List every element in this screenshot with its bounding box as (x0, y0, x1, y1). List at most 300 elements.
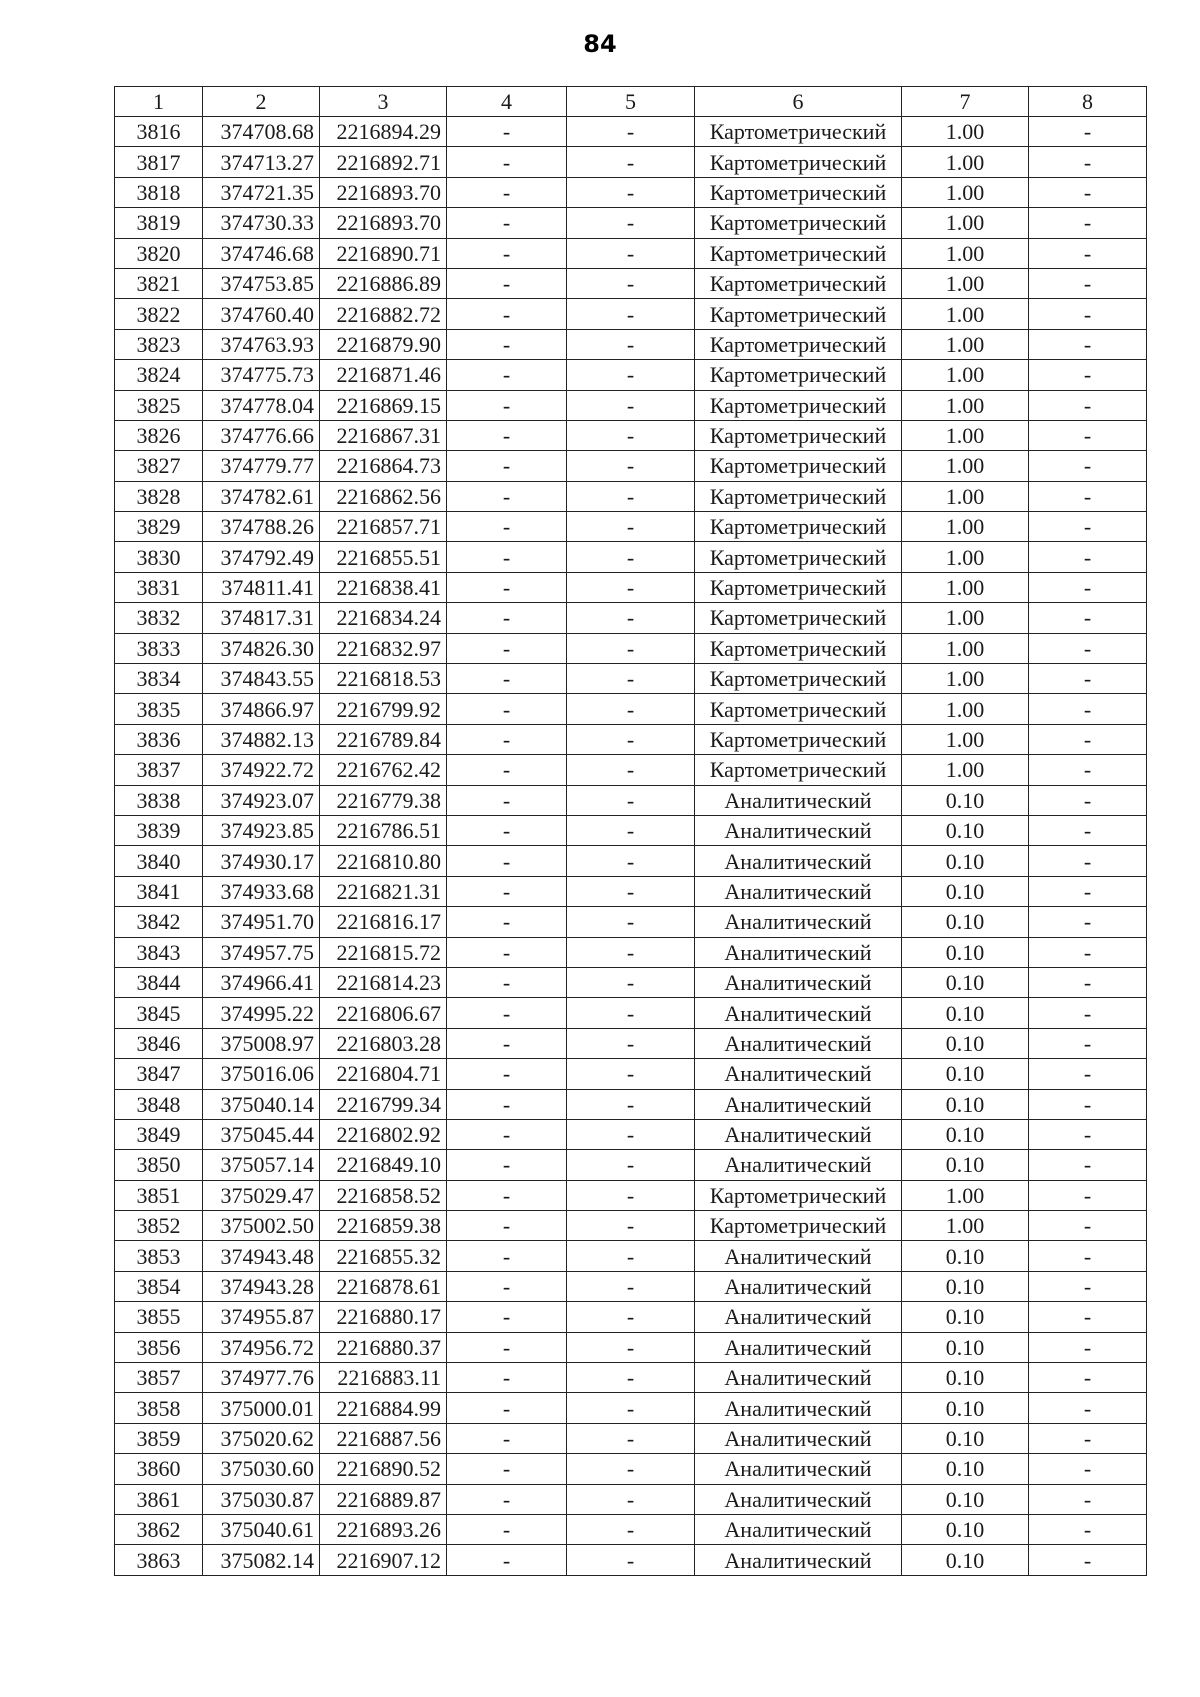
col8-cell: - (1029, 1545, 1147, 1575)
col8-cell: - (1029, 1454, 1147, 1484)
x-coordinate-cell: 374788.26 (203, 512, 320, 542)
method-cell: Аналитический (695, 846, 902, 876)
col4-cell: - (447, 937, 567, 967)
col8-cell: - (1029, 815, 1147, 845)
col4-cell: - (447, 1241, 567, 1271)
y-coordinate-cell: 2216880.17 (320, 1302, 447, 1332)
method-cell: Картометрический (695, 512, 902, 542)
y-coordinate-cell: 2216893.70 (320, 177, 447, 207)
point-number-cell: 3855 (115, 1302, 203, 1332)
y-coordinate-cell: 2216867.31 (320, 420, 447, 450)
col5-cell: - (567, 846, 695, 876)
y-coordinate-cell: 2216779.38 (320, 785, 447, 815)
y-coordinate-cell: 2216880.37 (320, 1332, 447, 1362)
col4-cell: - (447, 177, 567, 207)
point-number-cell: 3820 (115, 238, 203, 268)
y-coordinate-cell: 2216907.12 (320, 1545, 447, 1575)
method-cell: Аналитический (695, 876, 902, 906)
x-coordinate-cell: 375002.50 (203, 1211, 320, 1241)
table-row (115, 208, 1147, 238)
col8-cell: - (1029, 694, 1147, 724)
method-cell: Картометрический (695, 117, 902, 147)
table-row (115, 876, 1147, 906)
y-coordinate-cell: 2216855.32 (320, 1241, 447, 1271)
y-coordinate-cell: 2216893.70 (320, 208, 447, 238)
col5-cell: - (567, 299, 695, 329)
col4-cell: - (447, 572, 567, 602)
x-coordinate-cell: 375020.62 (203, 1423, 320, 1453)
col4-cell: - (447, 360, 567, 390)
col8-cell: - (1029, 1089, 1147, 1119)
col4-cell: - (447, 1150, 567, 1180)
y-coordinate-cell: 2216887.56 (320, 1423, 447, 1453)
x-coordinate-cell: 374730.33 (203, 208, 320, 238)
point-number-cell: 3860 (115, 1454, 203, 1484)
table-row (115, 785, 1147, 815)
point-number-cell: 3827 (115, 451, 203, 481)
col8-cell: - (1029, 360, 1147, 390)
x-coordinate-cell: 374746.68 (203, 238, 320, 268)
accuracy-cell: 0.10 (902, 1545, 1029, 1575)
col5-cell: - (567, 1514, 695, 1544)
col5-cell: - (567, 268, 695, 298)
table-row (115, 724, 1147, 754)
point-number-cell: 3842 (115, 907, 203, 937)
header-row (115, 87, 1147, 117)
method-cell: Аналитический (695, 1454, 902, 1484)
col8-cell: - (1029, 238, 1147, 268)
x-coordinate-cell: 374811.41 (203, 572, 320, 602)
col4-cell: - (447, 1302, 567, 1332)
col5-cell: - (567, 1454, 695, 1484)
x-coordinate-cell: 374708.68 (203, 117, 320, 147)
accuracy-cell: 0.10 (902, 876, 1029, 906)
x-coordinate-cell: 375057.14 (203, 1150, 320, 1180)
accuracy-cell: 0.10 (902, 907, 1029, 937)
point-number-cell: 3861 (115, 1484, 203, 1514)
col8-cell: - (1029, 512, 1147, 542)
x-coordinate-cell: 374995.22 (203, 998, 320, 1028)
method-cell: Картометрический (695, 238, 902, 268)
col4-cell: - (447, 1180, 567, 1210)
table-row (115, 1180, 1147, 1210)
col4-cell: - (447, 117, 567, 147)
col8-cell: - (1029, 1393, 1147, 1423)
accuracy-cell: 0.10 (902, 1454, 1029, 1484)
col4-cell: - (447, 724, 567, 754)
point-number-cell: 3828 (115, 481, 203, 511)
col8-cell: - (1029, 1241, 1147, 1271)
x-coordinate-cell: 374763.93 (203, 329, 320, 359)
point-number-cell: 3825 (115, 390, 203, 420)
point-number-cell: 3829 (115, 512, 203, 542)
point-number-cell: 3856 (115, 1332, 203, 1362)
method-cell: Аналитический (695, 815, 902, 845)
y-coordinate-cell: 2216849.10 (320, 1150, 447, 1180)
x-coordinate-cell: 374843.55 (203, 664, 320, 694)
point-number-cell: 3858 (115, 1393, 203, 1423)
table-row (115, 420, 1147, 450)
col8-cell: - (1029, 299, 1147, 329)
page-number: 84 (583, 30, 617, 58)
y-coordinate-cell: 2216862.56 (320, 481, 447, 511)
accuracy-cell: 0.10 (902, 1332, 1029, 1362)
col4-cell: - (447, 420, 567, 450)
col4-cell: - (447, 633, 567, 663)
table-row (115, 1393, 1147, 1423)
col8-cell: - (1029, 876, 1147, 906)
col5-cell: - (567, 724, 695, 754)
x-coordinate-cell: 374923.07 (203, 785, 320, 815)
table-row (115, 1241, 1147, 1271)
col8-cell: - (1029, 785, 1147, 815)
y-coordinate-cell: 2216855.51 (320, 542, 447, 572)
y-coordinate-cell: 2216762.42 (320, 755, 447, 785)
col8-cell: - (1029, 1150, 1147, 1180)
col4-cell: - (447, 481, 567, 511)
col8-cell: - (1029, 208, 1147, 238)
col4-cell: - (447, 147, 567, 177)
accuracy-cell: 1.00 (902, 1211, 1029, 1241)
point-number-cell: 3862 (115, 1514, 203, 1544)
method-cell: Картометрический (695, 481, 902, 511)
y-coordinate-cell: 2216789.84 (320, 724, 447, 754)
point-number-cell: 3836 (115, 724, 203, 754)
col8-cell: - (1029, 572, 1147, 602)
col4-cell: - (447, 1514, 567, 1544)
y-coordinate-cell: 2216810.80 (320, 846, 447, 876)
col5-cell: - (567, 238, 695, 268)
col5-cell: - (567, 147, 695, 177)
table-row (115, 694, 1147, 724)
x-coordinate-cell: 374866.97 (203, 694, 320, 724)
col8-cell: - (1029, 147, 1147, 177)
x-coordinate-cell: 374713.27 (203, 147, 320, 177)
col5-cell: - (567, 785, 695, 815)
col8-cell: - (1029, 998, 1147, 1028)
accuracy-cell: 0.10 (902, 1363, 1029, 1393)
x-coordinate-cell: 374817.31 (203, 603, 320, 633)
y-coordinate-cell: 2216890.71 (320, 238, 447, 268)
col4-cell: - (447, 1484, 567, 1514)
point-number-cell: 3852 (115, 1211, 203, 1241)
point-number-cell: 3831 (115, 572, 203, 602)
accuracy-cell: 0.10 (902, 998, 1029, 1028)
accuracy-cell: 1.00 (902, 299, 1029, 329)
col5-cell: - (567, 1089, 695, 1119)
accuracy-cell: 0.10 (902, 937, 1029, 967)
table-row (115, 299, 1147, 329)
y-coordinate-cell: 2216816.17 (320, 907, 447, 937)
x-coordinate-cell: 375008.97 (203, 1028, 320, 1058)
col4-cell: - (447, 907, 567, 937)
x-coordinate-cell: 374778.04 (203, 390, 320, 420)
y-coordinate-cell: 2216786.51 (320, 815, 447, 845)
accuracy-cell: 1.00 (902, 147, 1029, 177)
point-number-cell: 3830 (115, 542, 203, 572)
column-header-3: 3 (320, 87, 447, 117)
table-row (115, 512, 1147, 542)
method-cell: Картометрический (695, 390, 902, 420)
y-coordinate-cell: 2216879.90 (320, 329, 447, 359)
col8-cell: - (1029, 420, 1147, 450)
accuracy-cell: 1.00 (902, 724, 1029, 754)
col5-cell: - (567, 1484, 695, 1514)
col4-cell: - (447, 694, 567, 724)
point-number-cell: 3846 (115, 1028, 203, 1058)
x-coordinate-cell: 374930.17 (203, 846, 320, 876)
col4-cell: - (447, 1059, 567, 1089)
accuracy-cell: 0.10 (902, 1089, 1029, 1119)
col5-cell: - (567, 512, 695, 542)
col5-cell: - (567, 572, 695, 602)
accuracy-cell: 0.10 (902, 1150, 1029, 1180)
point-number-cell: 3854 (115, 1271, 203, 1301)
table-row (115, 907, 1147, 937)
accuracy-cell: 1.00 (902, 420, 1029, 450)
point-number-cell: 3844 (115, 967, 203, 997)
x-coordinate-cell: 375030.60 (203, 1454, 320, 1484)
method-cell: Картометрический (695, 451, 902, 481)
col5-cell: - (567, 1059, 695, 1089)
col8-cell: - (1029, 1484, 1147, 1514)
point-number-cell: 3833 (115, 633, 203, 663)
col8-cell: - (1029, 451, 1147, 481)
accuracy-cell: 0.10 (902, 1119, 1029, 1149)
x-coordinate-cell: 374775.73 (203, 360, 320, 390)
accuracy-cell: 1.00 (902, 694, 1029, 724)
accuracy-cell: 0.10 (902, 815, 1029, 845)
point-number-cell: 3850 (115, 1150, 203, 1180)
col4-cell: - (447, 268, 567, 298)
point-number-cell: 3847 (115, 1059, 203, 1089)
col5-cell: - (567, 390, 695, 420)
column-header-1: 1 (115, 87, 203, 117)
y-coordinate-cell: 2216804.71 (320, 1059, 447, 1089)
point-number-cell: 3840 (115, 846, 203, 876)
y-coordinate-cell: 2216893.26 (320, 1514, 447, 1544)
y-coordinate-cell: 2216803.28 (320, 1028, 447, 1058)
accuracy-cell: 1.00 (902, 329, 1029, 359)
point-number-cell: 3841 (115, 876, 203, 906)
method-cell: Картометрический (695, 1211, 902, 1241)
accuracy-cell: 1.00 (902, 390, 1029, 420)
x-coordinate-cell: 375030.87 (203, 1484, 320, 1514)
method-cell: Картометрический (695, 755, 902, 785)
col8-cell: - (1029, 117, 1147, 147)
x-coordinate-cell: 374943.28 (203, 1271, 320, 1301)
col8-cell: - (1029, 664, 1147, 694)
col4-cell: - (447, 1393, 567, 1423)
x-coordinate-cell: 374753.85 (203, 268, 320, 298)
table-row (115, 117, 1147, 147)
accuracy-cell: 1.00 (902, 664, 1029, 694)
point-number-cell: 3859 (115, 1423, 203, 1453)
y-coordinate-cell: 2216815.72 (320, 937, 447, 967)
col5-cell: - (567, 451, 695, 481)
y-coordinate-cell: 2216890.52 (320, 1454, 447, 1484)
col4-cell: - (447, 998, 567, 1028)
x-coordinate-cell: 375045.44 (203, 1119, 320, 1149)
method-cell: Картометрический (695, 360, 902, 390)
col5-cell: - (567, 1393, 695, 1423)
method-cell: Аналитический (695, 1089, 902, 1119)
table-row (115, 815, 1147, 845)
col4-cell: - (447, 299, 567, 329)
x-coordinate-cell: 374922.72 (203, 755, 320, 785)
method-cell: Картометрический (695, 603, 902, 633)
accuracy-cell: 0.10 (902, 1423, 1029, 1453)
accuracy-cell: 1.00 (902, 1180, 1029, 1210)
x-coordinate-cell: 374923.85 (203, 815, 320, 845)
accuracy-cell: 1.00 (902, 633, 1029, 663)
table-row (115, 937, 1147, 967)
x-coordinate-cell: 374792.49 (203, 542, 320, 572)
y-coordinate-cell: 2216859.38 (320, 1211, 447, 1241)
col4-cell: - (447, 1332, 567, 1362)
table-row (115, 603, 1147, 633)
table-row (115, 1484, 1147, 1514)
method-cell: Аналитический (695, 1271, 902, 1301)
x-coordinate-cell: 375040.14 (203, 1089, 320, 1119)
col5-cell: - (567, 1211, 695, 1241)
accuracy-cell: 0.10 (902, 1028, 1029, 1058)
accuracy-cell: 1.00 (902, 208, 1029, 238)
col4-cell: - (447, 1028, 567, 1058)
col5-cell: - (567, 1423, 695, 1453)
col5-cell: - (567, 481, 695, 511)
col8-cell: - (1029, 937, 1147, 967)
method-cell: Картометрический (695, 420, 902, 450)
table-row (115, 1514, 1147, 1544)
col8-cell: - (1029, 1059, 1147, 1089)
point-number-cell: 3822 (115, 299, 203, 329)
x-coordinate-cell: 374782.61 (203, 481, 320, 511)
method-cell: Картометрический (695, 1180, 902, 1210)
col4-cell: - (447, 785, 567, 815)
accuracy-cell: 1.00 (902, 268, 1029, 298)
col4-cell: - (447, 1211, 567, 1241)
table-row (115, 1363, 1147, 1393)
accuracy-cell: 1.00 (902, 360, 1029, 390)
col5-cell: - (567, 420, 695, 450)
col4-cell: - (447, 208, 567, 238)
col5-cell: - (567, 815, 695, 845)
table-row (115, 1271, 1147, 1301)
table-row (115, 1302, 1147, 1332)
col8-cell: - (1029, 724, 1147, 754)
y-coordinate-cell: 2216892.71 (320, 147, 447, 177)
y-coordinate-cell: 2216884.99 (320, 1393, 447, 1423)
col5-cell: - (567, 694, 695, 724)
col4-cell: - (447, 390, 567, 420)
x-coordinate-cell: 374826.30 (203, 633, 320, 663)
col4-cell: - (447, 664, 567, 694)
col4-cell: - (447, 755, 567, 785)
col5-cell: - (567, 937, 695, 967)
col8-cell: - (1029, 633, 1147, 663)
x-coordinate-cell: 374882.13 (203, 724, 320, 754)
col4-cell: - (447, 451, 567, 481)
column-header-2: 2 (203, 87, 320, 117)
col5-cell: - (567, 208, 695, 238)
x-coordinate-cell: 375082.14 (203, 1545, 320, 1575)
point-number-cell: 3837 (115, 755, 203, 785)
col8-cell: - (1029, 177, 1147, 207)
col5-cell: - (567, 1363, 695, 1393)
x-coordinate-cell: 374776.66 (203, 420, 320, 450)
method-cell: Аналитический (695, 1059, 902, 1089)
col4-cell: - (447, 1363, 567, 1393)
method-cell: Аналитический (695, 967, 902, 997)
accuracy-cell: 0.10 (902, 785, 1029, 815)
col5-cell: - (567, 1028, 695, 1058)
y-coordinate-cell: 2216889.87 (320, 1484, 447, 1514)
col4-cell: - (447, 1089, 567, 1119)
x-coordinate-cell: 374966.41 (203, 967, 320, 997)
x-coordinate-cell: 374956.72 (203, 1332, 320, 1362)
y-coordinate-cell: 2216871.46 (320, 360, 447, 390)
method-cell: Аналитический (695, 1423, 902, 1453)
point-number-cell: 3821 (115, 268, 203, 298)
col4-cell: - (447, 876, 567, 906)
table-row (115, 1059, 1147, 1089)
accuracy-cell: 0.10 (902, 846, 1029, 876)
col5-cell: - (567, 1150, 695, 1180)
col8-cell: - (1029, 268, 1147, 298)
method-cell: Аналитический (695, 1363, 902, 1393)
col5-cell: - (567, 360, 695, 390)
col8-cell: - (1029, 329, 1147, 359)
method-cell: Аналитический (695, 1150, 902, 1180)
col8-cell: - (1029, 481, 1147, 511)
col4-cell: - (447, 329, 567, 359)
table-row (115, 268, 1147, 298)
method-cell: Картометрический (695, 694, 902, 724)
col4-cell: - (447, 846, 567, 876)
x-coordinate-cell: 374957.75 (203, 937, 320, 967)
accuracy-cell: 0.10 (902, 1059, 1029, 1089)
col5-cell: - (567, 1545, 695, 1575)
table-row (115, 481, 1147, 511)
point-number-cell: 3823 (115, 329, 203, 359)
col8-cell: - (1029, 1302, 1147, 1332)
table-row (115, 1089, 1147, 1119)
table-row (115, 360, 1147, 390)
col8-cell: - (1029, 1028, 1147, 1058)
table-row (115, 1423, 1147, 1453)
method-cell: Аналитический (695, 1302, 902, 1332)
y-coordinate-cell: 2216864.73 (320, 451, 447, 481)
x-coordinate-cell: 374977.76 (203, 1363, 320, 1393)
col8-cell: - (1029, 907, 1147, 937)
col5-cell: - (567, 1241, 695, 1271)
accuracy-cell: 0.10 (902, 967, 1029, 997)
y-coordinate-cell: 2216799.92 (320, 694, 447, 724)
y-coordinate-cell: 2216894.29 (320, 117, 447, 147)
table-row (115, 542, 1147, 572)
x-coordinate-cell: 374933.68 (203, 876, 320, 906)
method-cell: Аналитический (695, 1332, 902, 1362)
method-cell: Картометрический (695, 299, 902, 329)
column-header-7: 7 (902, 87, 1029, 117)
col5-cell: - (567, 1180, 695, 1210)
method-cell: Аналитический (695, 907, 902, 937)
col8-cell: - (1029, 967, 1147, 997)
table-row (115, 1545, 1147, 1575)
point-number-cell: 3819 (115, 208, 203, 238)
col4-cell: - (447, 603, 567, 633)
